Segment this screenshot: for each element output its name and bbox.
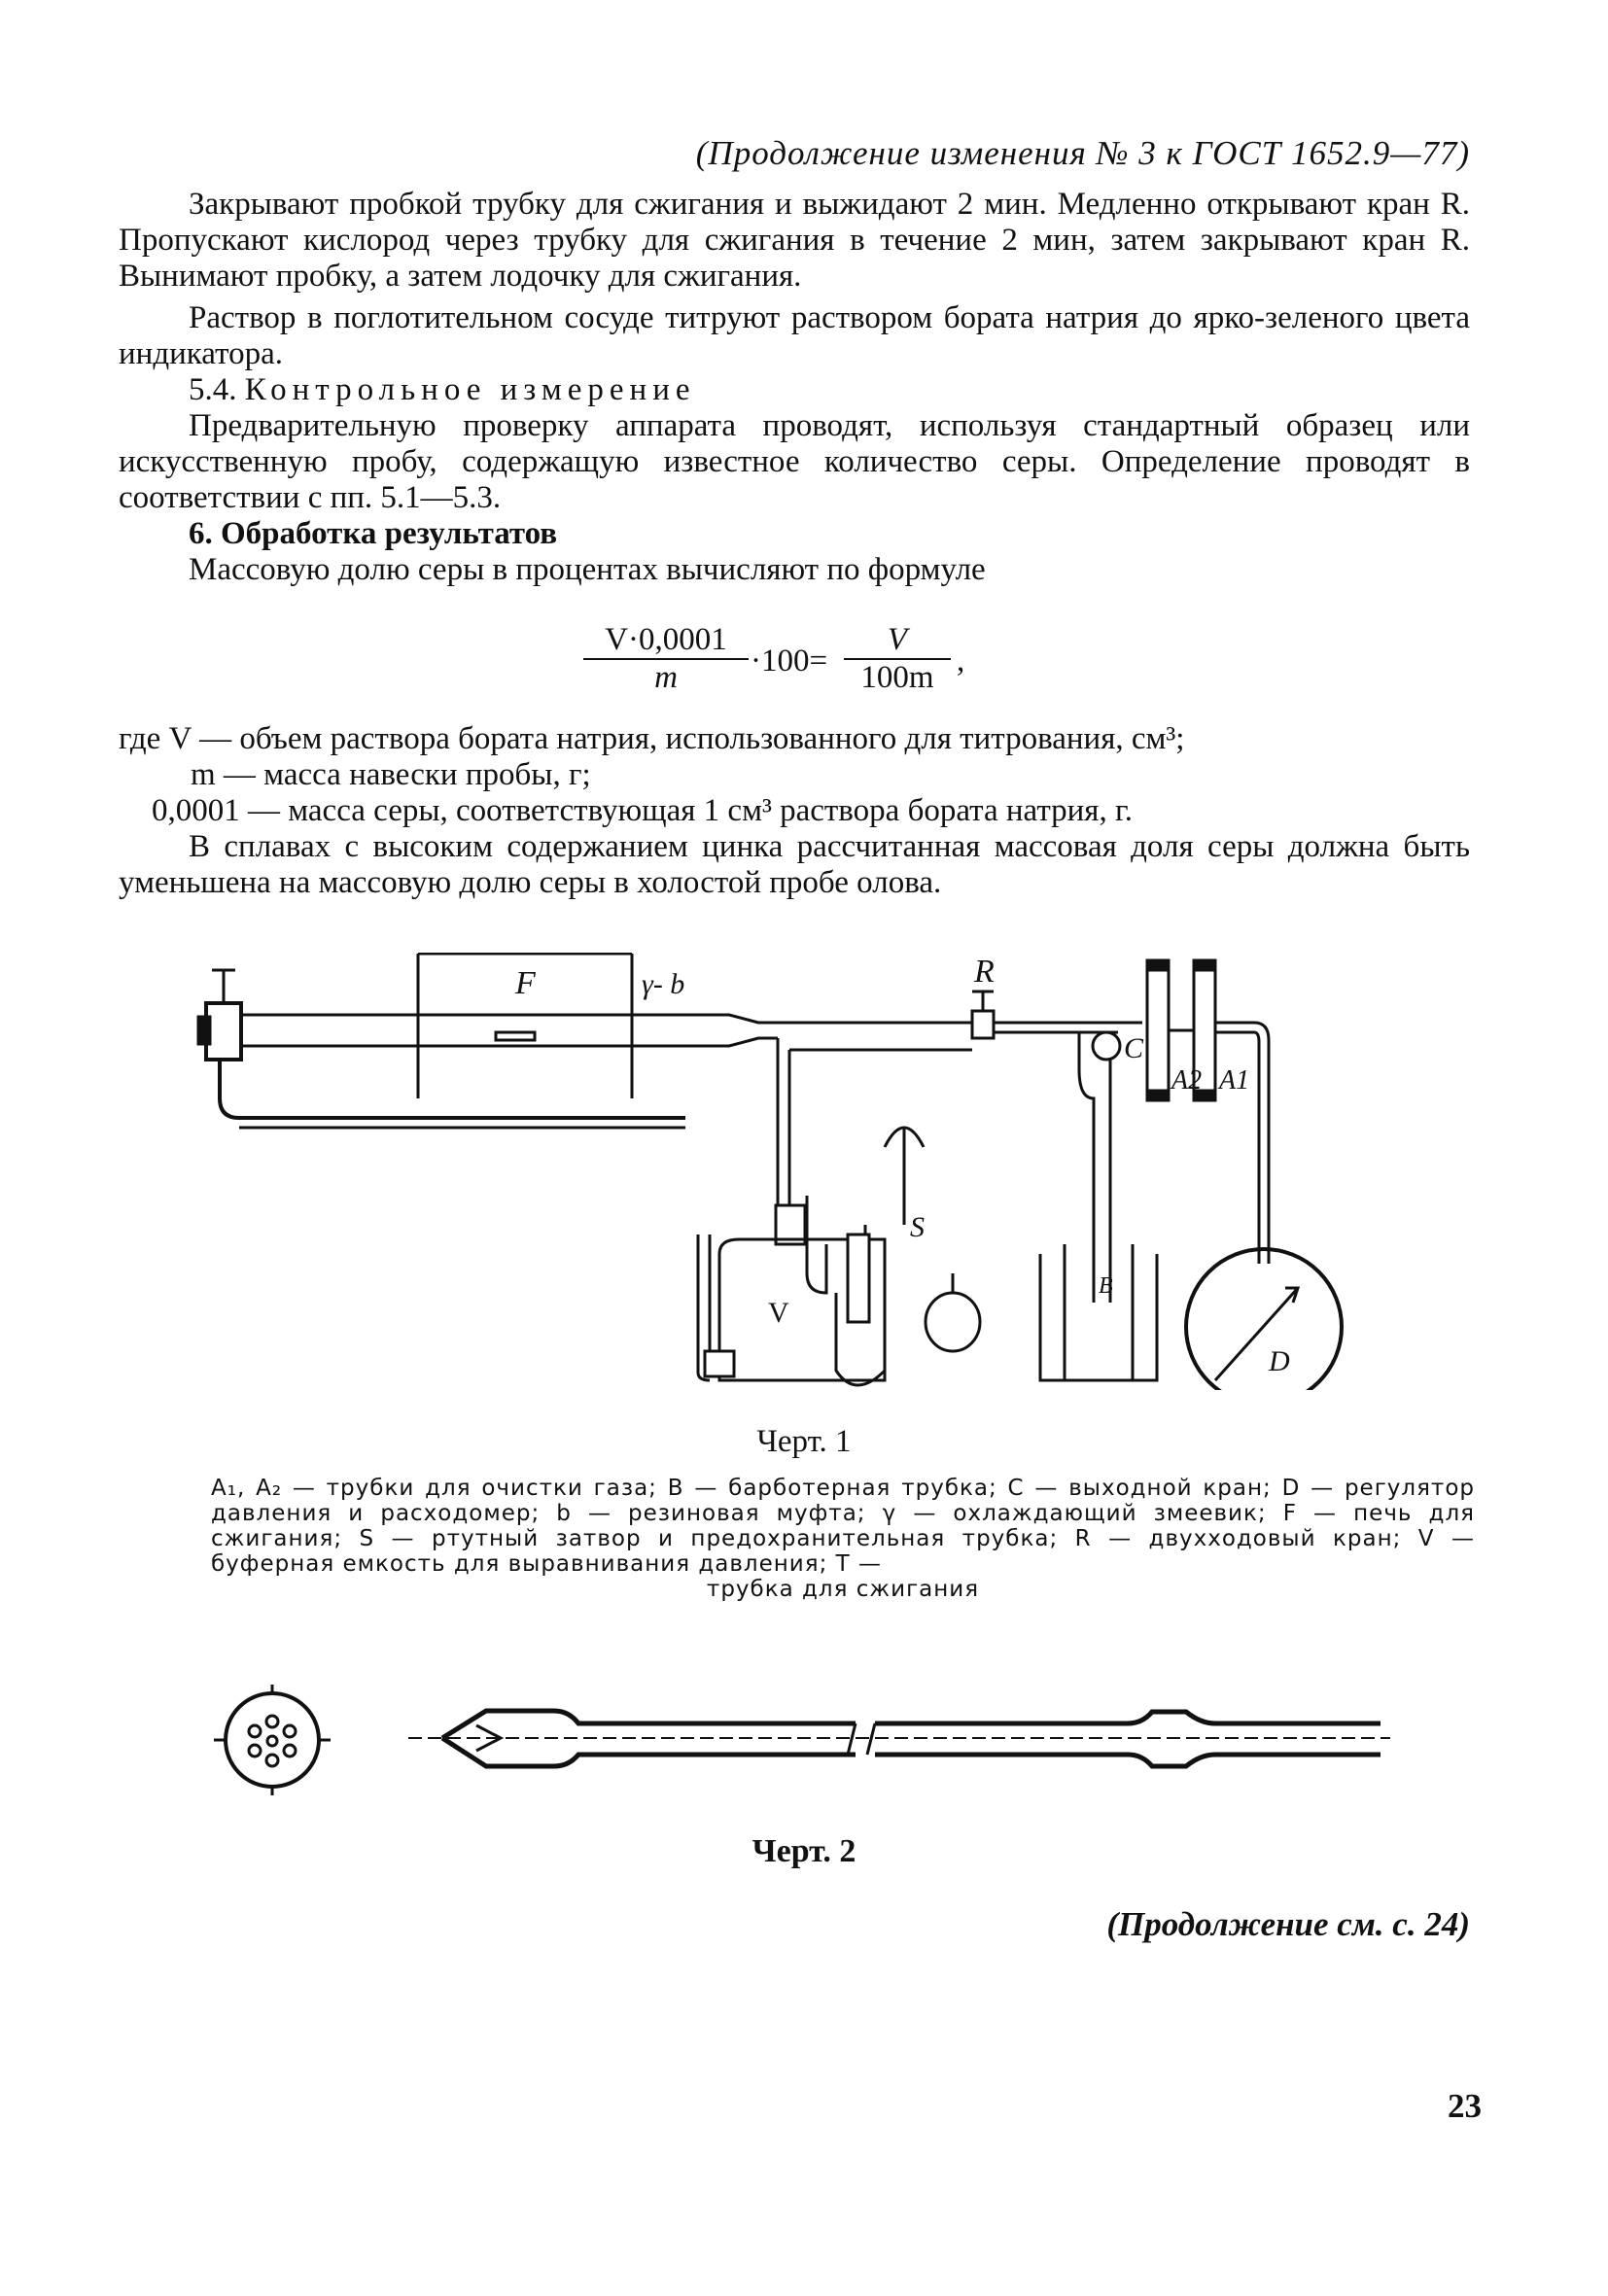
figure-1-label-gamma-b: γ- b <box>642 968 685 1000</box>
section-number: 5.4. <box>189 372 237 407</box>
figure-1-label-f: F <box>515 965 536 1001</box>
figure-1-label-a1: A1 <box>1219 1065 1250 1096</box>
figure-1-apparatus <box>185 953 1351 1390</box>
figure-1-legend-text: A₁, A₂ — трубки для очистки газа; B — барботерная трубка; C — выходной кран; D — регулятор давления и расходомер; b — резиновая муфта; γ — охлаждающий змеевик; F — печь для сжигания; S — ртутный затвор и предохранительная трубка; R — двухходовый кран; V — буферная емкость для выравнивания давления; T — <box>211 1476 1475 1577</box>
section-title: Контрольное измерение <box>244 372 696 407</box>
fraction-left-denominator: m <box>583 658 749 696</box>
definitions <box>119 721 1470 901</box>
definition-v: где V — объем раствора бората натрия, использованного для титрования, см³; <box>119 721 1185 756</box>
definition-constant: 0,0001 — масса серы, соответствующая 1 см³ раствора бората натрия, г. <box>152 793 1134 828</box>
paragraph-combustion: Закрывают пробкой трубку для сжигания и выжидают 2 мин. Медленно открывают кран R. Пропускают кислород через трубку для сжигания в течение 2 мин, затем закрывают кран R. Вынимают пробку, а затем лодочку для сжигания. <box>119 187 1470 294</box>
figure-2-caption: Черт. 2 <box>752 1833 856 1869</box>
paragraph-zinc-note: В сплавах с высоким содержанием цинка рассчитанная массовая доля серы должна быть уменьшена на массовую долю серы в холостой пробе олова. <box>119 829 1470 900</box>
definition-m: m — масса навески пробы, г; <box>191 757 591 792</box>
figure-1-label-s: S <box>910 1211 925 1243</box>
sulfur-formula <box>583 622 1031 710</box>
section-5-4-heading <box>119 372 1470 408</box>
paragraph-formula-intro: Массовую долю серы в процентах вычисляют по формуле <box>189 552 986 587</box>
figure-2-tube <box>194 1677 1419 1803</box>
section-6-heading: 6. Обработка результатов <box>189 516 558 551</box>
paragraph-control: Предварительную проверку аппарата проводят, используя стандартный образец или искусственную пробу, содержащую известное количество серы. Определение проводят в соответствии с пп. 5.1—5.3. <box>119 408 1470 515</box>
figure-1-legend <box>211 1476 1475 1602</box>
figure-1-label-c: C <box>1124 1032 1144 1064</box>
figure-1-caption: Черт. 1 <box>756 1424 852 1459</box>
figure-1-label-b: B <box>1099 1273 1113 1299</box>
figure-1-label-v: V <box>768 1297 789 1329</box>
page-number: 23 <box>1448 2087 1482 2125</box>
body-text <box>119 187 1470 588</box>
fraction-left <box>583 622 749 696</box>
fraction-right <box>844 622 951 696</box>
paragraph-titration: Раствор в поглотительном сосуде титруют раствором бората натрия до ярко-зеленого цвета индикатора. <box>119 300 1470 371</box>
figure-1-label-r: R <box>974 954 995 990</box>
fraction-left-numerator: V·0,0001 <box>605 622 727 657</box>
continuation-note: (Продолжение см. с. 24) <box>1106 1905 1470 1943</box>
fraction-right-denominator: 100m <box>844 658 951 696</box>
figure-1-legend-last: трубка для сжигания <box>706 1577 980 1602</box>
figure-1-label-a2: A2 <box>1171 1065 1203 1096</box>
formula-tail: , <box>957 644 965 678</box>
running-header: (Продолжение изменения № 3 к ГОСТ 1652.9—77) <box>695 134 1470 172</box>
fraction-right-numerator: V <box>887 622 908 657</box>
formula-operator: ·100= <box>751 644 828 678</box>
figure-1-label-d: D <box>1269 1345 1290 1377</box>
